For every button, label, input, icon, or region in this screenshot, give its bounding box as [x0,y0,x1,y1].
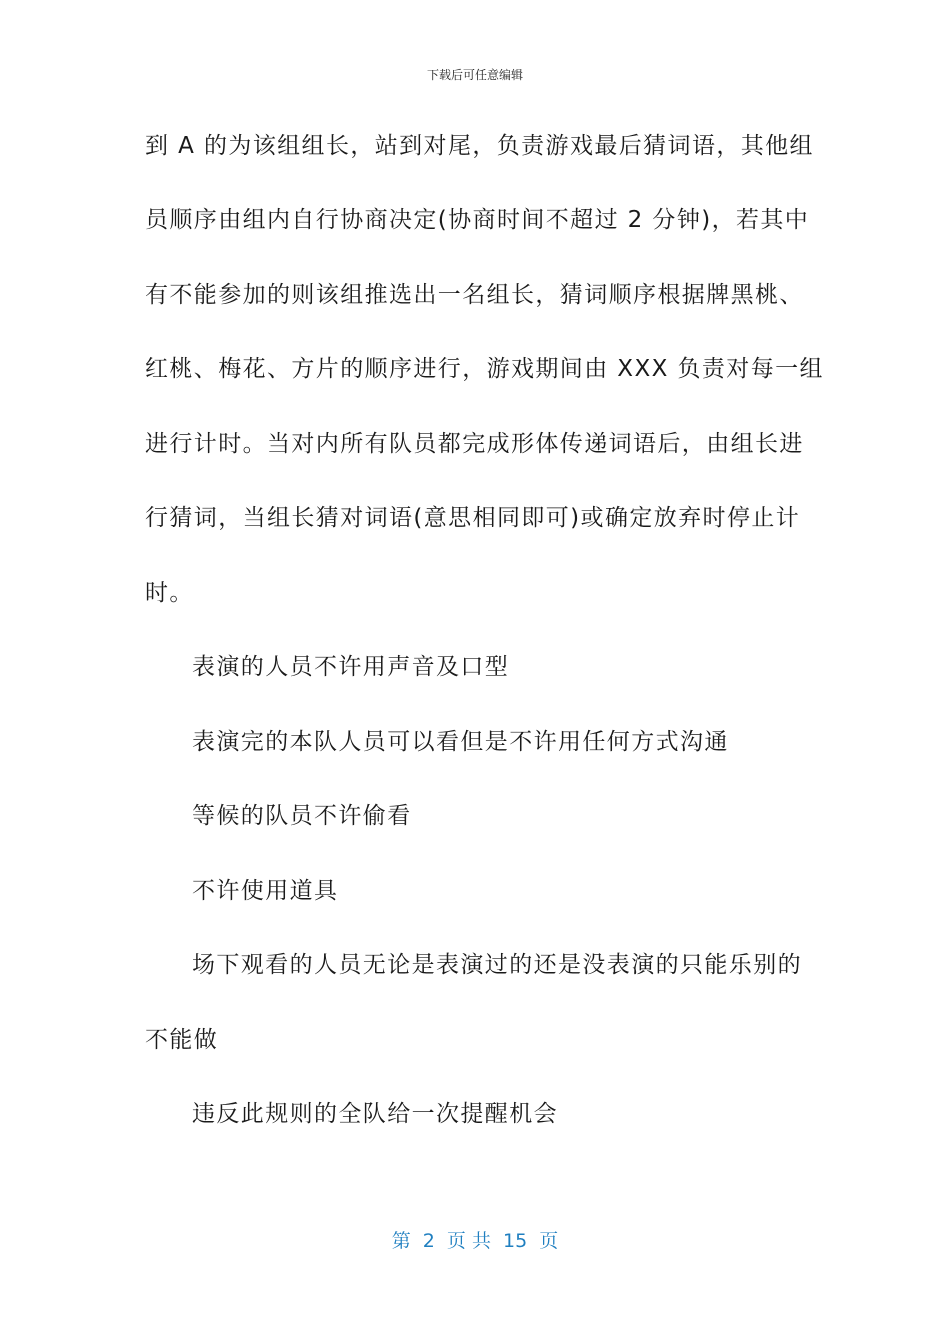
paragraph-line: 有不能参加的则该组推选出一名组长，猜词顺序根据牌黑桃、 [145,282,804,308]
rule-item: 表演完的本队人员可以看但是不许用任何方式沟通 [192,729,729,755]
rule-item: 不许使用道具 [192,878,339,904]
page-number: 第 2 页 共 15 页 [391,1230,559,1252]
rule-item: 场下观看的人员无论是表演过的还是没表演的只能乐别的 [192,952,802,978]
rule-item: 违反此规则的全队给一次提醒机会 [192,1101,558,1127]
paragraph-line: 进行计时。当对内所有队员都完成形体传递词语后，由组长进 [145,431,804,457]
paragraph-line: 行猜词，当组长猜对词语(意思相同即可)或确定放弃时停止计 [145,505,801,531]
rule-item: 等候的队员不许偷看 [192,803,412,829]
rule-item-continuation: 不能做 [145,1027,219,1053]
paragraph-line: 到 A 的为该组组长，站到对尾，负责游戏最后猜词语，其他组 [145,133,814,159]
paragraph-line: 员顺序由组内自行协商决定(协商时间不超过 2 分钟)，若其中 [145,207,810,233]
rule-item: 表演的人员不许用声音及口型 [192,654,510,680]
paragraph-line: 红桃、梅花、方片的顺序进行，游戏期间由 XXX 负责对每一组 [145,356,824,382]
header-note: 下载后可任意编辑 [426,68,523,82]
paragraph-line: 时。 [145,580,194,606]
